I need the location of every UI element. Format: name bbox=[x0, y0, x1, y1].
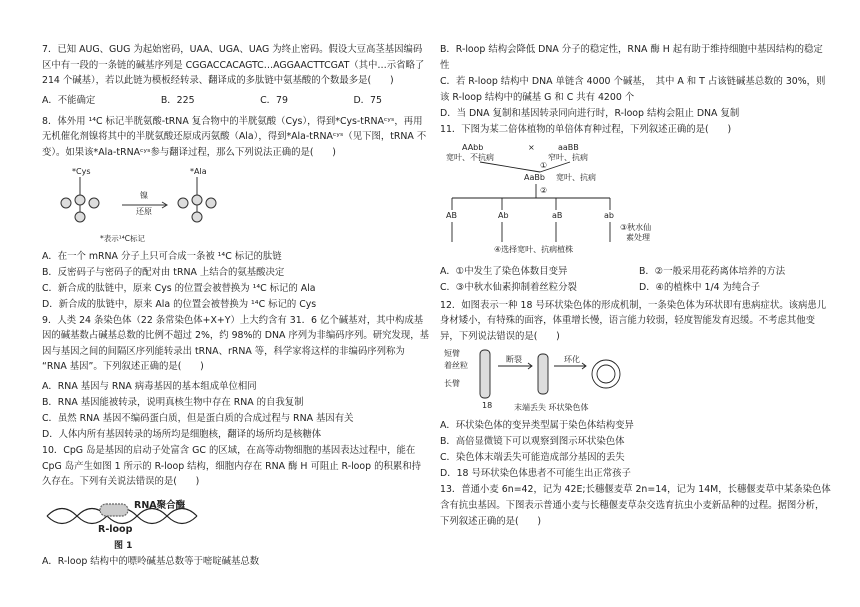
step1-label: ① bbox=[540, 160, 548, 170]
q12-option-b: B．高倍显微镜下可以观察到图示环状染色体 bbox=[440, 436, 625, 448]
parent1: AAbb bbox=[462, 142, 484, 152]
q11-option-c: C．③中秋水仙素抑制着丝粒分裂 bbox=[440, 281, 577, 293]
q12-stem: 12．如图表示一种 18 号环状染色体的形成机制，一条染色体为环状即有患病症状。该病患儿身材矮小，有特殊的面容，体重增长慢，语言能力较弱，轻度智能发育迟缓。不考虑其他变异，下列说法错误的是( ) bbox=[440, 299, 827, 342]
label-reduce: 还原 bbox=[136, 206, 152, 216]
q8-option-b: B．反密码子与密码子的配对由 tRNA 上结合的氨基酸决定 bbox=[42, 266, 285, 278]
ring-label: 环化 bbox=[564, 355, 580, 365]
q10-option-d: D．当 DNA 复制和基因转录同向进行时，R-loop 结构会阻止 DNA 复制 bbox=[440, 108, 740, 119]
chromosome-number: 18 bbox=[482, 401, 493, 411]
q8-option-a: A．在一个 mRNA 分子上只可合成一条被 ¹⁴C 标记的肽链 bbox=[42, 250, 282, 262]
q11-options bbox=[440, 264, 832, 296]
q10-option-c: C．若 R-loop 结构中 DNA 单链含 4000 个碱基， 其中 A 和 T 占该链碱基总数的 30%，则该 R-loop 结构中的碱基 G 和 C 共有 4200 个 bbox=[440, 76, 826, 103]
q8-stem: 8．体外用 ¹⁴C 标记半胱氨酸-tRNA 复合物中的半胱氨酸（Cys），得到*Cys-tRNAᶜʸˢ，再用无机催化剂镍将其中的半胱氨酸还原成丙氨酸（Ala），得到*Ala-tRNAᶜʸˢ（见下图，tRNA 不变）。如果该*Ala-tRNAᶜʸˢ参与翻译过程，那么下列说法正确的是( ) bbox=[42, 115, 427, 158]
q7-option-d: D．75 bbox=[353, 94, 382, 106]
step3-label-b: 素处理 bbox=[626, 232, 650, 242]
q9-option-c: C．虽然 RNA 基因不编码蛋白质，但是蛋白质的合成过程与 RNA 基因有关 bbox=[42, 412, 354, 424]
trna-figure bbox=[42, 165, 272, 245]
gamete-ab2: Ab bbox=[498, 210, 509, 220]
q12-option-a: A．环状染色体的变异类型属于染色体结构变异 bbox=[440, 420, 634, 432]
short-arm-label: 短臂 bbox=[444, 349, 460, 359]
q10-option-b: B．R-loop 结构会降低 DNA 分子的稳定性，RNA 酶 H 起有助于维持细胞中基因结构的稳定性 bbox=[440, 44, 823, 71]
step2-label: ② bbox=[540, 185, 548, 195]
q7-stem: 7．已知 AUG、GUG 为起始密码，UAA、UGA、UAG 为终止密码。假设大豆高茎基因编码区中有一段的一条链的碱基序列是 CGGACCACAGTC…AGGAACTTCGAT（其中…示省略了 214 个碱基），若以此链为模板经转录、翻译成的多肽链中氨基酸的个数最多是( ) bbox=[42, 44, 425, 87]
q7-option-a: A．不能确定 bbox=[42, 94, 96, 106]
gamete-ab1: AB bbox=[446, 210, 457, 220]
q9-option-d: D．人体内所有基因转录的场所均是细胞核，翻译的场所均是核糖体 bbox=[42, 428, 322, 440]
q12-option-c: C．染色体末端丢失可能造成部分基因的丢失 bbox=[440, 452, 625, 464]
q11-option-d: D．④的植株中 1/4 为纯合子 bbox=[639, 281, 761, 293]
centromere-label: 着丝粒 bbox=[444, 361, 468, 371]
q9-option-b: B．RNA 基因能被转录，说明真核生物中存在 RNA 的自我复制 bbox=[42, 396, 304, 408]
q7-options bbox=[42, 93, 382, 108]
rloop-figure bbox=[42, 494, 242, 550]
q11-stem: 11．下图为某二倍体植物的单倍体育种过程，下列叙述正确的是( ) bbox=[440, 124, 732, 135]
q11-option-a: A．①中发生了染色体数目变异 bbox=[440, 265, 568, 277]
left-column bbox=[42, 42, 430, 570]
parent2-trait: 窄叶、抗病 bbox=[548, 152, 588, 162]
f1-genotype: AaBb bbox=[524, 172, 545, 182]
gamete-ab4: ab bbox=[604, 210, 614, 220]
label-note: *表示¹⁴C标记 bbox=[100, 233, 145, 243]
label-rloop: R-loop bbox=[98, 523, 133, 535]
parent1-trait: 宽叶、不抗病 bbox=[446, 152, 494, 162]
q9-stem: 9．人类 24 条染色体（22 条常染色体+X+Y）上大约含有 31．6 亿个碱基对，其中构成基因的碱基数占碱基总数的比例不超过 2%，约 98%的 DNA 序列为非编码序列。研究发现，基因与基因之间的间隔区序列能转录出 tRNA、rRNA 等，科学家将这样的非编码序列称为 “RNA 基因”。下列叙述正确的是( ) bbox=[42, 314, 430, 373]
q11-option-b: B．②一般采用花药离体培养的方法 bbox=[639, 265, 786, 277]
q13-stem: 13．普通小麦 6n=42，记为 42E;长穗偃麦草 2n=14，记为 14M，长穗偃麦草中某条染色体含有抗虫基因。下图表示普通小麦与长穗偃麦草杂交选育抗虫小麦新品种的过程。据图分析，下列叙述正确的是( ) bbox=[440, 484, 831, 527]
q8-option-d: D．新合成的肽链中，原来 Ala 的位置会被替换为 ¹⁴C 标记的 Cys bbox=[42, 298, 317, 310]
q9-option-a: A．RNA 基因与 RNA 病毒基因的基本组成单位相同 bbox=[42, 380, 257, 392]
label-ni: 镍 bbox=[140, 190, 148, 200]
q8-option-c: C．新合成的肽链中，原来 Cys 的位置会被替换为 ¹⁴C 标记的 Ala bbox=[42, 282, 316, 294]
label-rna-polymerase: RNA聚合酶 bbox=[134, 499, 186, 511]
break-label: 断裂 bbox=[506, 355, 522, 365]
q7-option-c: C．79 bbox=[260, 94, 288, 106]
q7-option-b: B．225 bbox=[160, 94, 195, 106]
step3-label: ③秋水仙 bbox=[620, 222, 652, 232]
step4-label: ④选择宽叶、抗病植株 bbox=[494, 244, 574, 254]
q12-option-d: D．18 号环状染色体患者不可能生出正常孩子 bbox=[440, 468, 631, 480]
right-column bbox=[440, 42, 832, 533]
q10-option-a: A．R-loop 结构中的嘌呤碱基总数等于嘧啶碱基总数 bbox=[42, 555, 260, 567]
ring-chromosome-figure bbox=[440, 348, 640, 414]
label-ala: *Ala bbox=[190, 166, 207, 176]
label-cys: *Cys bbox=[72, 166, 91, 176]
gamete-ab3: aB bbox=[552, 210, 563, 220]
figure1-caption: 图 1 bbox=[114, 540, 133, 550]
cross-mark: × bbox=[528, 142, 535, 152]
f1-trait: 宽叶、抗病 bbox=[556, 172, 596, 182]
q10-stem: 10．CpG 岛是基因的启动子处富含 GC 的区域，在高等动物细胞的基因表达过程中，能在 CpG 岛产生如图 1 所示的 R-loop 结构，细胞内存在 RNA 酶 H 可阻止 R-loop 的积累和持久存在。下列有关说法错误的是( ) bbox=[42, 444, 421, 488]
breeding-figure bbox=[440, 142, 680, 260]
long-arm-label: 长臂 bbox=[444, 379, 460, 389]
ring-caption: 末端丢失 环状染色体 bbox=[514, 403, 589, 413]
parent2: aaBB bbox=[558, 142, 579, 152]
